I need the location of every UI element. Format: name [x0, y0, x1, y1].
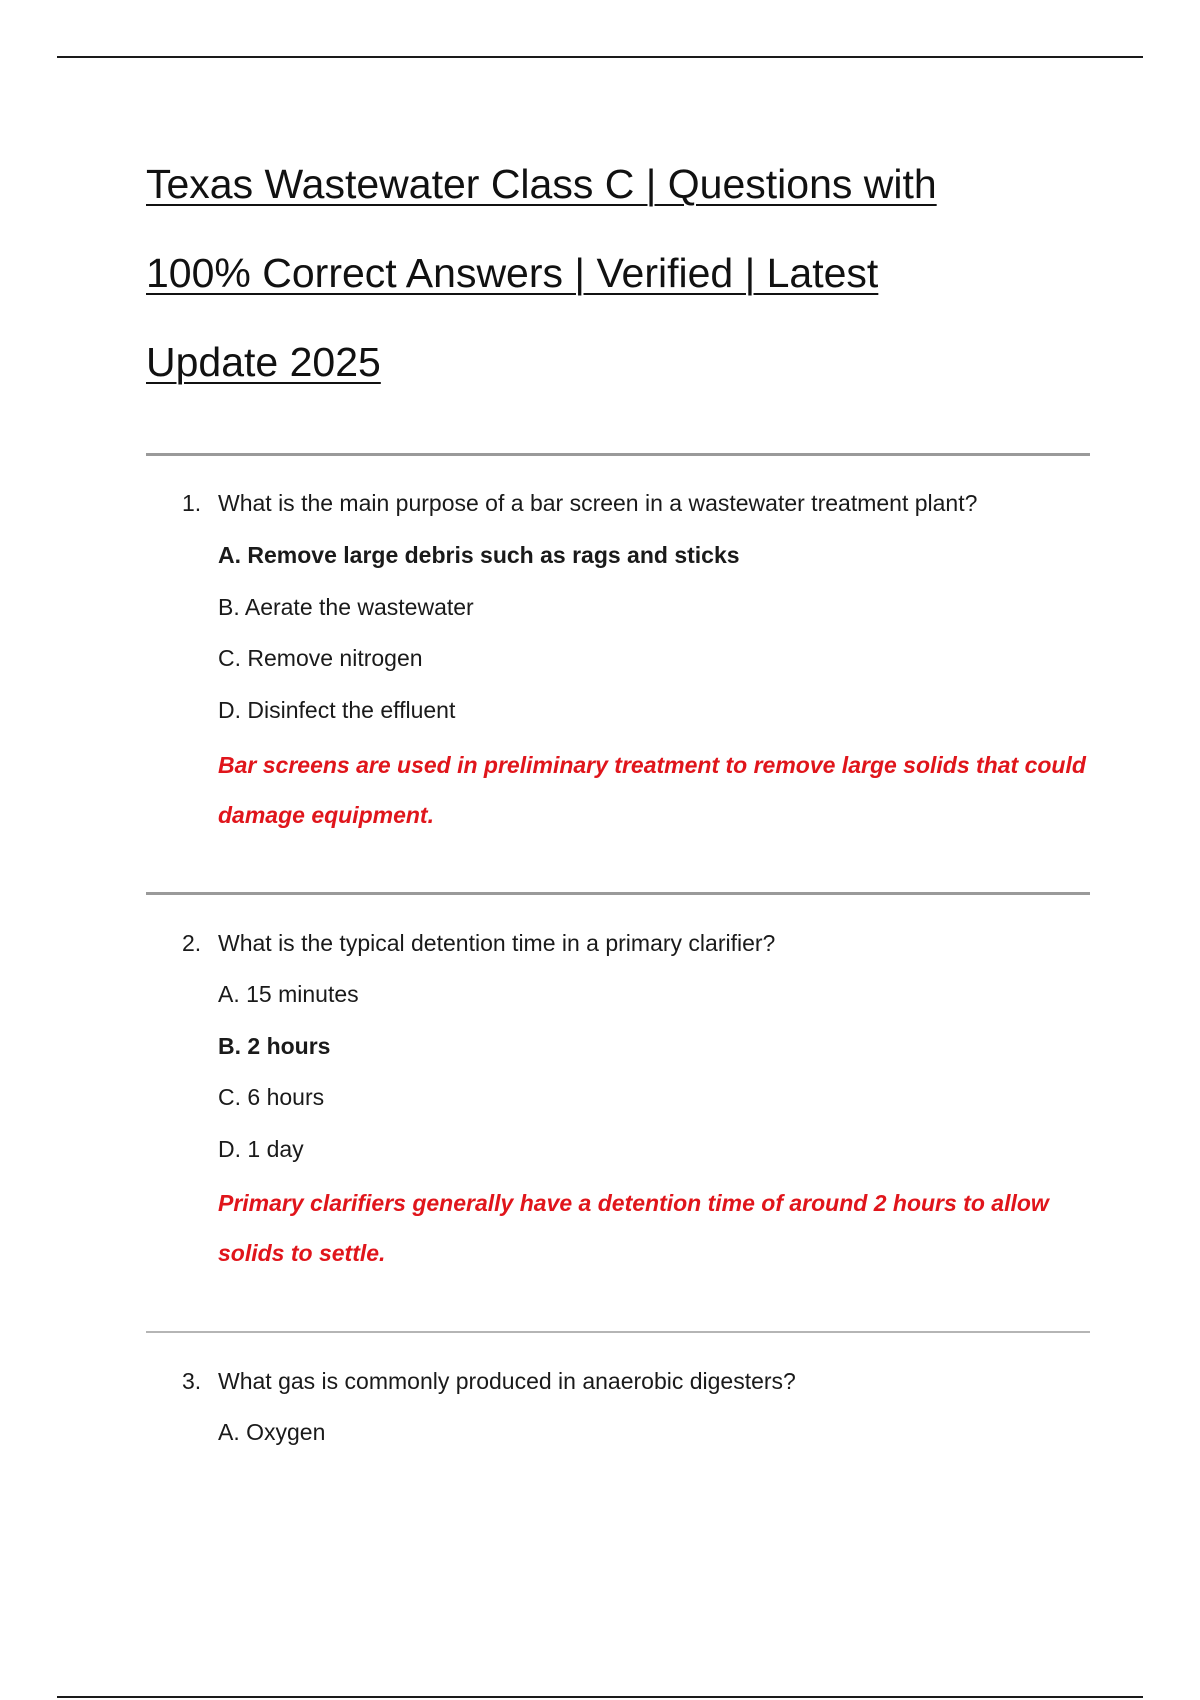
question-prompt: What gas is commonly produced in anaerobic digesters? [218, 1368, 796, 1394]
question-prompt: What is the main purpose of a bar screen in a wastewater treatment plant? [218, 490, 978, 516]
answer-option-correct: A. Remove large debris such as rags and sticks [218, 542, 740, 568]
question-number: 1. [182, 490, 202, 516]
answer-explanation: Bar screens are used in preliminary treatment to remove large solids that could damage equipment. [218, 752, 1086, 828]
title-line-3: Update 2025 [146, 339, 381, 385]
question-text [182, 930, 775, 957]
answer-option: D. Disinfect the effluent [218, 697, 456, 723]
answer-option: B. Aerate the wastewater [218, 594, 474, 620]
question-text [182, 490, 977, 517]
question-number: 2. [182, 930, 202, 956]
answer-option-correct: B. 2 hours [218, 1033, 331, 1059]
answer-explanation: Primary clarifiers generally have a detention time of around 2 hours to allow solids to settle. [218, 1190, 1049, 1266]
section-divider [146, 453, 1090, 456]
page-bottom-rule [57, 1696, 1143, 1698]
title-line-2: 100% Correct Answers | Verified | Latest [146, 250, 879, 296]
section-divider [146, 892, 1090, 895]
answer-option: D. 1 day [218, 1136, 304, 1162]
answer-option: C. Remove nitrogen [218, 645, 423, 671]
document-title [146, 140, 1046, 407]
title-line-1: Texas Wastewater Class C | Questions with [146, 161, 937, 207]
question-prompt: What is the typical detention time in a primary clarifier? [218, 930, 776, 956]
answer-option: C. 6 hours [218, 1084, 325, 1110]
answer-option: A. Oxygen [218, 1419, 326, 1445]
section-divider [146, 1331, 1090, 1333]
question-text [182, 1368, 796, 1395]
question-number: 3. [182, 1368, 202, 1394]
answer-option: A. 15 minutes [218, 981, 359, 1007]
page-top-rule [57, 56, 1143, 58]
